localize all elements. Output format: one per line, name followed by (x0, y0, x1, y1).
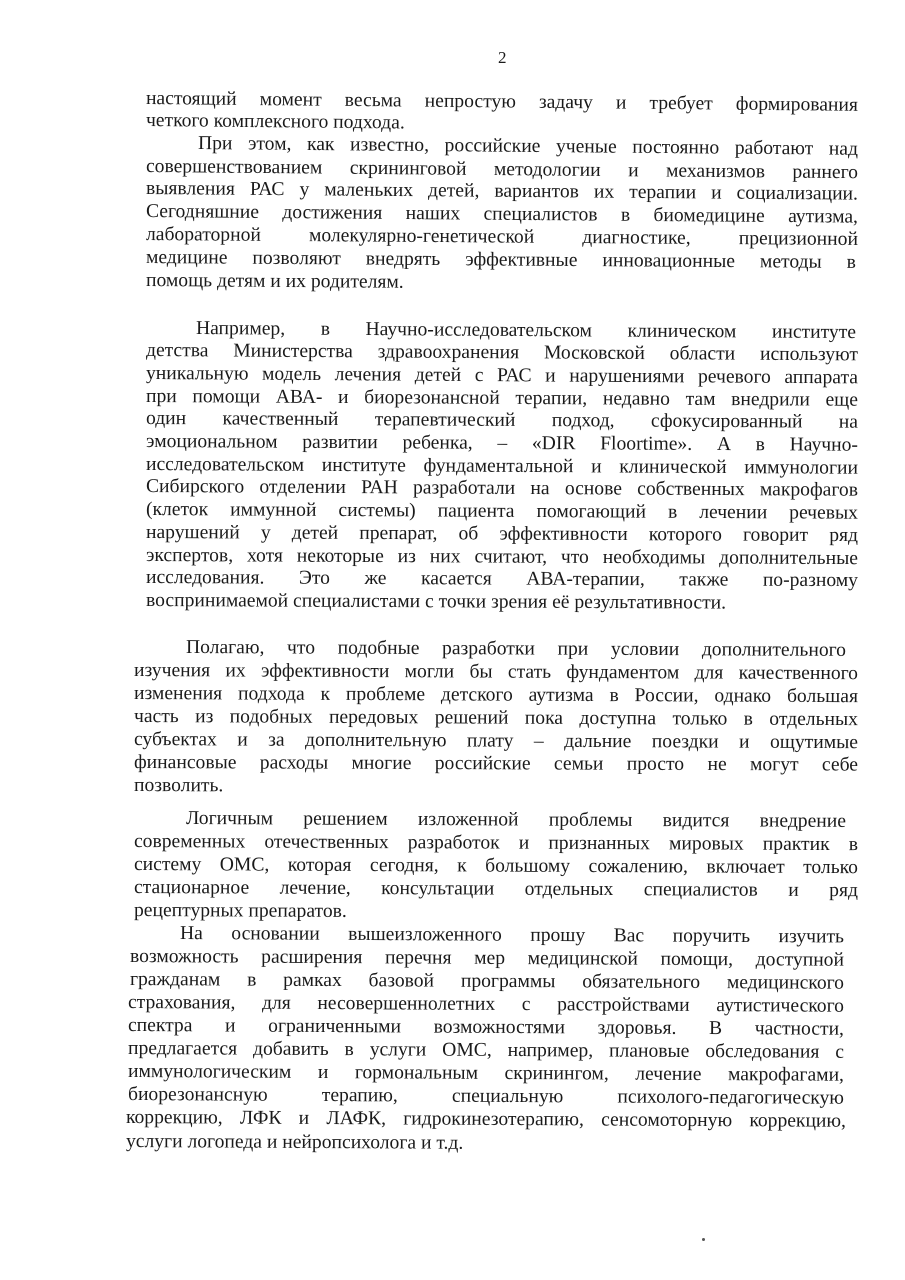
scan-speck (702, 1238, 705, 1241)
text-line: финансовые расходы многие российские семьи просто не могут себе (133, 752, 859, 776)
text-line: услуги логопеда и нейропсихолога и т.д. (125, 1131, 464, 1154)
text-line: изучения их эффективности могли бы стать фундаментом для качественного (133, 660, 859, 685)
text-line: Полагаю, что подобные разработки при условии дополнительного (185, 637, 847, 661)
text-line: исследования. Это же касается АВА-терапии, также по-разному (145, 567, 859, 592)
text-line: часть из подобных передовых решений пока доступна только в отдельных (133, 706, 859, 731)
page-number: 2 (498, 48, 507, 67)
text-line: систему ОМС, которая сегодня, к большому сожалению, включает только (133, 854, 859, 879)
text-line: нарушений у детей препарат, об эффективности которого говорит ряд (145, 522, 859, 547)
text-line: На основании вышеизложенного прошу Вас поручить изучить (179, 923, 845, 948)
text-line: Сегодняшние достижения наших специалистов в биомедицине аутизма, (145, 201, 859, 228)
text-line: экспертов, хотя некоторые из них считают, что необходимы дополнительные (145, 545, 859, 570)
text-line: стационарное лечение, консультации отдельных специалистов и ряд (133, 877, 859, 902)
text-line: предлагается добавить в услуги ОМС, например, плановые обследования с (127, 1038, 845, 1063)
text-line: позволить. (133, 775, 224, 797)
text-line: Логичным решением изложенной проблемы видится внедрение (185, 808, 847, 832)
text-line: медицине позволяют внедрять эффективные инновационные методы в (145, 247, 857, 273)
text-line: исследовательском институте фундаментальной и клинической иммунологии (145, 454, 859, 479)
text-line: помощь детям и их родителям. (145, 270, 404, 293)
text-line: иммунологическим и гормональным скринингом, лечение макрофагами, (127, 1061, 845, 1086)
text-line: коррекцию, ЛФК и ЛАФК, гидрокинезотерапию, сенсомоторную коррекцию, (125, 1107, 847, 1132)
text-line: совершенствованием скрининговой методологии и механизмов раннего (145, 156, 859, 184)
text-line: (клеток иммунной системы) пациента помогающий в лечении речевых (145, 499, 859, 524)
text-line: эмоциональном развитии ребенка, – «DIR Floortime». А в Научно- (145, 431, 859, 456)
text-line: биорезонансную терапию, специальную психолого-педагогическую (127, 1084, 845, 1109)
text-line: один качественный терапевтический подход, сфокусированный на (145, 408, 859, 433)
text-line: при помощи АВА- и биорезонансной терапии, недавно там внедрили еще (145, 386, 859, 411)
text-line: спектра и ограниченными возможностями здоровья. В частности, (127, 1015, 845, 1040)
text-line: настоящий момент весьма непростую задачу и требует формирования (145, 88, 859, 116)
text-line: четкого комплексного подхода. (145, 110, 405, 134)
text-line: страхования, для несовершеннолетних с расстройствами аутистического (127, 992, 845, 1017)
text-line: гражданам в рамках базовой программы обязательного медицинского (129, 969, 845, 994)
text-line: выявления РАС у маленьких детей, вариантов их терапии и социализации. (145, 178, 859, 205)
text-line: современных отечественных разработок и признанных мировых практик в (133, 831, 859, 856)
text-line: субъектах и за дополнительную плату – дальние поездки и ощутимые (133, 729, 859, 754)
text-line: рецептурных препаратов. (133, 900, 347, 922)
text-line: уникальную модель лечения детей с РАС и нарушениями речевого аппарата (145, 363, 859, 389)
text-line: Например, в Научно-исследовательском клиническом институте (195, 318, 857, 344)
text-line: изменения подхода к проблеме детского аутизма в России, однако большая (133, 683, 859, 708)
text-line: лабораторной молекулярно-генетической диагностике, прецизионной (145, 224, 859, 250)
text-line: возможность расширения перечня мер медицинской помощи, доступной (129, 946, 845, 971)
text-line: воспринимаемой специалистами с точки зрения её результативности. (145, 590, 727, 614)
text-line: детства Министерства здравоохранения Московской области используют (145, 340, 859, 366)
text-line: При этом, как известно, российские ученые постоянно работают над (197, 133, 859, 160)
text-line: Сибирского отделении РАН разработали на основе собственных макрофагов (145, 476, 859, 501)
